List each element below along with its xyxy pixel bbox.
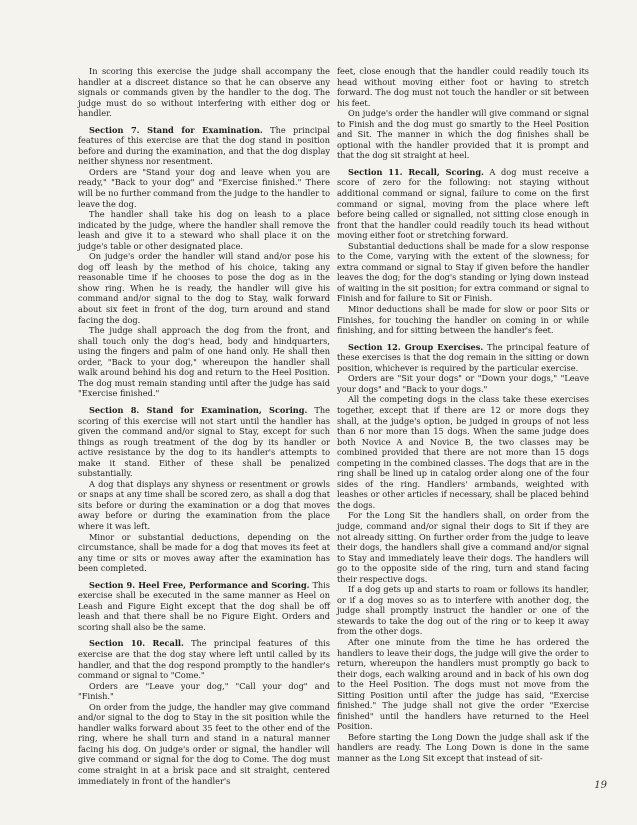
paragraph [337,732,589,764]
paragraph [337,637,589,732]
paragraph-text: Orders are "Stand your dog and leave when you are ready," "Back to your dog" and "Exercise finished." There will be no further command from the judge to the handler to leave the dog. [78,166,330,209]
left-column [78,66,330,786]
right-column [337,66,589,764]
paragraph [337,584,589,637]
paragraph-text: A dog must receive a score of zero for the following: not staying without additional command or signal, failure to come on the first command or signal, moving from the place where left before being called or signalled, not sitting close enough in front that the handler could readily touch its head without moving either foot or stretching forward. [337,166,589,241]
paragraph [78,209,330,251]
paragraph [78,125,330,167]
section-heading: Section 10. Recall. [89,638,184,649]
paragraph [78,251,330,325]
paragraph [337,342,589,374]
paragraph [78,405,330,479]
page-number: 19 [594,780,607,791]
paragraph-text: All the competing dogs in the class take these exercises together, except that if there are 12 or more dogs they shall, at the judge's option, be judged in groups of not less than 6 nor more than 15 dogs. When the same judge does both Novice A and Novice B, the two classes may be combined provided that there are not more than 15 dogs competing in the combined classes. The dogs that are in the ring shall be lined up in catalog order along one of the four sides of the ring. Handlers' armbands, weighted with leashes or other articles if necessary, shall be placed behind the dogs. [337,394,589,510]
paragraph [78,479,330,532]
paragraph-text: This exercise shall be executed in the same manner as Heel on Leash and Figure Eight except that the dog shall be off leash and that there shall be no Figure Eight. Orders and scoring shall also be the same. [78,579,330,632]
paragraph-text: The judge shall approach the dog from the front, and shall touch only the dog's head, body and hindquarters, using the fingers and palm of one hand only. He shall then order, "Back to your dog," whereupon the handler shall walk around behind his dog and return to the Heel Position. The dog must remain standing until after the judge has said "Exercise finished." [78,325,330,399]
paragraph [337,108,589,161]
paragraph-text: The handler shall take his dog on leash to a place indicated by the judge, where the handler shall remove the leash and give it to a steward who shall place it on the judge's table or other designated place. [78,209,330,251]
paragraph-text: In scoring this exercise the judge shall accompany the handler at a discreet distance so that he can observe any signals or commands given by the handler to the dog. The judge must do so without interfering with either dog or handler. [78,66,330,119]
paragraph [78,580,330,633]
paragraph-text: The principal features of this exercise are that the dog stay where left until called by its handler, and that the dog respond promptly to the handler's command or signal to "Come." [78,638,330,681]
section-heading: Section 7. Stand for Examination. [89,124,263,135]
paragraph-text: If a dog gets up and starts to roam or follows its handler, or if a dog moves so as to interfere with another dog, the judge shall promptly instruct the handler or one of the stewards to take the dog out of the ring or to keep it away from the other dogs. [337,584,589,637]
section-heading: Section 11. Recall, Scoring. [348,166,484,177]
paragraph-text: Substantial deductions shall be made for a slow response to the Come, varying with the extent of the slowness; for extra command or signal to Stay if given before the handler leaves the dog; for the dog's standing or lying down instead of waiting in the sit position; for extra command or signal to Finish and for failure to Sit or Finish. [337,240,589,304]
paragraph-text: The principal features of this exercise are that the dog stand in position before and during the examination, and that the dog display neither shyness nor resentment. [78,124,330,167]
paragraph-text: After one minute from the time he has ordered the handlers to leave their dogs, the judge will give the order to return, whereupon the handlers must promptly go back to their dogs, each walking around and in back of his own dog to the Heel Position. The dogs must not move from the Sitting Position until after the judge has said, "Exercise finished." The judge shall not give the order "Exercise finished" until the handlers have returned to the Heel Position. [337,636,589,732]
section-heading: Section 12. Group Exercises. [348,341,484,352]
paragraph [337,510,589,584]
paragraph [78,702,330,786]
paragraph [337,66,589,108]
paragraph-text: Orders are "Leave your dog," "Call your dog" and "Finish." [78,680,330,702]
paragraph-text: On judge's order the handler will give command or signal to Finish and the dog must go smartly to the Heel Position and Sit. The manner in which the dog finishes shall be optional with the handler provided that it is prompt and that the dog sit straight at heel. [337,108,589,161]
paragraph-text: Orders are "Sit your dogs" or "Down your dogs," "Leave your dogs" and "Back to your dogs." [337,373,589,394]
paragraph-text: A dog that displays any shyness or resentment or growls or snaps at any time shall be scored zero, as shall a dog that sits before or during the examination or a dog that moves away before or during the examination from the place where it was left. [78,478,330,531]
paragraph [78,532,330,574]
paragraph [337,394,589,510]
paragraph-text: feet, close enough that the handler could readily touch its head without moving either foot or having to stretch forward. The dog must not touch the handler or sit between his feet. [337,66,589,108]
section-heading: Section 9. Heel Free, Performance and Scoring. [89,579,310,590]
paragraph-text: For the Long Sit the handlers shall, on order from the judge, command and/or signal their dogs to Sit if they are not already sitting. On further order from the judge to leave their dogs, the handlers shall give a command and/or signal to Stay and immediately leave their dogs. The handlers will go to the opposite side of the ring, turn and stand facing their respective dogs. [337,510,589,584]
paragraph [337,167,589,241]
section-heading: Section 8. Stand for Examination, Scoring. [89,404,308,415]
paragraph [78,681,330,702]
paragraph-text: Minor or substantial deductions, depending on the circumstance, shall be made for a dog that moves its feet at any time or sits or moves away after the examination has been completed. [78,531,330,574]
paragraph [78,325,330,399]
paragraph [337,373,589,394]
paragraph-text: On order from the judge, the handler may give command and/or signal to the dog to Stay in the sit position while the handler walks forward about 35 feet to the other end of the ring, where he shall turn and stand in a natural manner facing his dog. On judge's order or signal, the handler will give command or signal for the dog to Come. The dog must come straight in at a brisk pace and sit straight, centered immediately in front of the handler's [78,701,330,786]
paragraph-text: The principal feature of these exercises is that the dog remain in the sitting or down position, whichever is required by the particular exercise. [337,341,590,373]
paragraph-text: Before starting the Long Down the judge shall ask if the handlers are ready. The Long Down is done in the same manner as the Long Sit except that instead of sit- [337,731,589,763]
paragraph-text: The scoring of this exercise will not start until the handler has given the command and/or signal to Stay, except for such things as rough treatment of the dog by its handler or active resistance by the dog to its handler's attempts to make it stand. Either of these shall be penalized substantially. [78,404,330,479]
paragraph-text: On judge's order the handler will stand and/or pose his dog off leash by the method of his choice, taking any reasonable time if he chooses to pose the dog as in the show ring. When he is ready, the handler will give his command and/or signal to the dog to Stay, walk forward about six feet in front of the dog, turn around and stand facing the dog. [78,251,330,325]
paragraph [337,241,589,304]
paragraph-text: Minor deductions shall be made for slow or poor Sits or Finishes, for touching the handler on coming in or while finishing, and for sitting between the handler's feet. [337,304,589,336]
paragraph [337,304,589,336]
paragraph [78,167,330,209]
paragraph [78,638,330,680]
paragraph [78,66,330,119]
